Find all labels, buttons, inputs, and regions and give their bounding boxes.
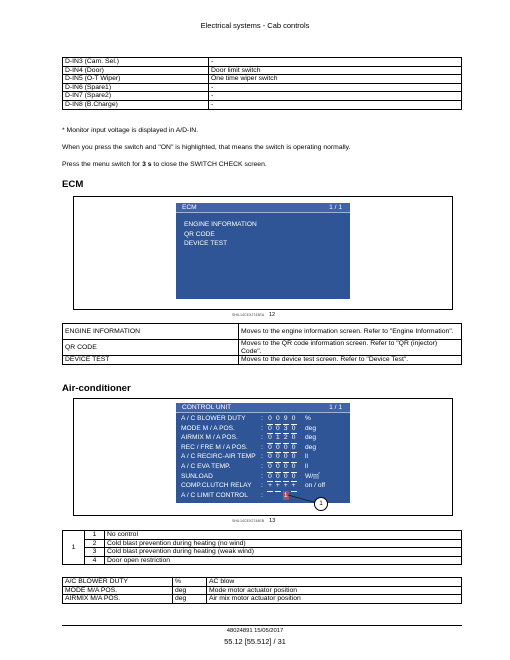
aircon-parameter-label: A / C LIMIT CONTROL <box>181 491 248 499</box>
switch-note: When you press the switch and "ON" is highlighted, that means the switch is operating normally. <box>62 144 351 151</box>
parameter-name-cell: A/C BLOWER DUTY <box>63 578 173 587</box>
aircon-screen-page: 1 / 1 <box>329 404 342 411</box>
aircon-figure-caption <box>232 518 275 524</box>
aircon-screen-titlebar <box>176 403 350 413</box>
ecm-figure-caption <box>232 312 275 318</box>
aircon-parameter-unit: W/㎡ <box>305 472 320 480</box>
press-note <box>62 161 267 168</box>
limit-control-table <box>62 530 462 565</box>
ecm-screen-titlebar <box>176 203 350 213</box>
ecm-screen-page: 1 / 1 <box>329 204 342 211</box>
table-row <box>63 356 462 365</box>
parameter-description-cell: Air mix motor actuator position <box>207 595 462 604</box>
aircon-parameter-separator: : <box>261 443 263 451</box>
value-digit: 0 <box>283 462 289 473</box>
aircon-parameter-unit: deg <box>305 443 317 451</box>
value-digit: 0 <box>275 414 281 425</box>
aircon-parameter-separator: : <box>261 415 263 422</box>
aircon-parameter-separator: : <box>261 453 263 461</box>
table-row <box>63 578 462 587</box>
value-digit: 0 <box>291 433 297 444</box>
aircon-screen <box>176 403 350 503</box>
aircon-parameter-label: COMP.CLUTCH RELAY <box>181 482 252 490</box>
value-digit: 0 <box>283 472 289 483</box>
aircon-parameter-separator: : <box>261 491 263 499</box>
aircon-parameter-row <box>181 433 348 443</box>
value-digit: 0 <box>267 433 273 444</box>
aircon-screen-title: CONTROL UNIT <box>182 404 232 411</box>
aircon-parameter-unit: ll <box>305 462 308 470</box>
digital-input-table <box>62 57 462 110</box>
aircon-parameter-label: SUNLOAD <box>181 472 213 480</box>
ecm-menu-item: QR CODE <box>184 230 215 238</box>
parameter-unit-table <box>62 577 462 604</box>
ecm-item-cell: DEVICE TEST <box>63 356 239 365</box>
table-row <box>63 531 462 540</box>
limit-code-cell: 1 <box>85 531 105 540</box>
limit-description-cell: Cold blast prevention during heating (no wind) <box>105 539 462 548</box>
page-header: Electrical systems - Cab controls <box>200 21 310 30</box>
ecm-item-cell: QR CODE <box>63 340 239 356</box>
aircon-parameter-row <box>181 472 348 482</box>
input-name-cell: D-IN4 (Door) <box>63 66 209 75</box>
press-note-prefix: Press the menu switch for <box>62 161 143 168</box>
table-row <box>63 58 462 67</box>
value-digit: + <box>291 481 297 492</box>
value-digit: 0 <box>267 424 273 435</box>
parameter-unit-cell: deg <box>173 586 207 595</box>
aircon-parameter-separator: : <box>261 472 263 480</box>
input-function-cell: - <box>209 83 462 92</box>
ecm-menu <box>184 220 257 249</box>
value-digit: 0 <box>275 424 281 435</box>
aircon-parameter-unit: ll <box>305 453 308 461</box>
aircon-heading: Air-conditioner <box>62 383 131 394</box>
table-row <box>63 340 462 356</box>
input-name-cell: D-IN5 (O-T Wiper) <box>63 75 209 84</box>
value-digit: 0 <box>291 424 297 435</box>
ecm-description-cell: Moves to the QR code information screen. Refer to "QR (injector) Code". <box>239 340 462 356</box>
parameter-unit-cell: % <box>173 578 207 587</box>
value-digit: 0 <box>283 443 289 454</box>
limit-code-cell: 3 <box>85 548 105 557</box>
footer-doc-id: 48024891 15/05/2017 <box>226 628 284 634</box>
input-function-cell: - <box>209 100 462 109</box>
ecm-menu-table <box>62 323 462 365</box>
value-digit: 0 <box>267 452 273 463</box>
aircon-parameter-value <box>267 491 297 501</box>
ecm-caption-num: 12 <box>268 312 276 318</box>
aircon-parameter-row <box>181 481 348 491</box>
parameter-unit-cell: deg <box>173 595 207 604</box>
aircon-parameter-separator: : <box>261 424 263 432</box>
value-digit: 2 <box>283 433 289 444</box>
value-digit: 0 <box>291 462 297 473</box>
aircon-parameter-label: REC / FRE M / A POS. <box>181 443 248 451</box>
value-digit: 1 <box>275 433 281 444</box>
parameter-description-cell: AC blow <box>207 578 462 587</box>
input-name-cell: D-IN3 (Cam. Sel.) <box>63 58 209 67</box>
press-note-suffix: to close the SWITCH CHECK screen. <box>151 161 267 168</box>
parameter-description-cell: Mode motor actuator position <box>207 586 462 595</box>
table-row <box>63 556 462 565</box>
limit-description-cell: Cold blast prevention during heating (weak wind) <box>105 548 462 557</box>
aircon-parameter-label: A / C RECIRC-AIR TEMP <box>181 453 256 461</box>
aircon-parameter-label: AIRMIX M / A POS. <box>181 434 238 442</box>
ecm-heading: ECM <box>62 179 84 190</box>
ecm-screen-title: ECM <box>182 204 197 211</box>
ecm-menu-item: DEVICE TEST <box>184 240 228 247</box>
value-digit: 0 <box>275 452 281 463</box>
input-name-cell: D-IN6 (Spare1) <box>63 83 209 92</box>
aircon-parameter-label: A / C BLOWER DUTY <box>181 415 246 422</box>
table-row <box>63 92 462 101</box>
footer-page-number: 55.12 [55.512] / 31 <box>224 637 286 646</box>
monitor-note: * Monitor input voltage is displayed in A/D-IN. <box>62 127 199 134</box>
ecm-caption-id: SHIL14CEX2743EA <box>232 313 264 317</box>
press-note-duration: 3 s <box>142 161 152 168</box>
ecm-menu-item: ENGINE INFORMATION <box>184 221 257 228</box>
value-digit: 0 <box>291 443 297 454</box>
value-digit: 0 <box>291 472 297 483</box>
limit-description-cell: No control <box>105 531 462 540</box>
value-digit: 0 <box>267 472 273 483</box>
value-digit: 9 <box>283 414 289 425</box>
input-function-cell: - <box>209 58 462 67</box>
table-row <box>63 539 462 548</box>
footer-rule <box>62 625 462 626</box>
value-digit: 0 <box>267 462 273 473</box>
table-row <box>63 100 462 109</box>
callout-number: 1 <box>319 501 323 507</box>
value-digit: 0 <box>275 443 281 454</box>
table-row <box>63 324 462 340</box>
aircon-parameter-separator: : <box>261 482 263 490</box>
value-digit: + <box>275 481 281 492</box>
callout-marker <box>314 497 328 511</box>
limit-group-cell: 1 <box>63 531 85 565</box>
table-row <box>63 586 462 595</box>
ecm-screen <box>176 203 350 299</box>
aircon-parameter-row <box>181 462 348 472</box>
parameter-name-cell: MODE M/A POS. <box>63 586 173 595</box>
aircon-parameter-unit: deg <box>305 424 317 432</box>
limit-code-cell: 4 <box>85 556 105 565</box>
value-digit: 0 <box>291 414 297 425</box>
aircon-caption-id: SHIL14CEX2744EB <box>232 519 265 523</box>
ecm-description-cell: Moves to the engine information screen. Refer to "Engine Information". <box>239 324 462 340</box>
input-function-cell: - <box>209 92 462 101</box>
ecm-item-cell: ENGINE INFORMATION <box>63 324 239 340</box>
value-digit: + <box>267 481 273 492</box>
limit-code-cell: 2 <box>85 539 105 548</box>
aircon-caption-num: 13 <box>269 518 276 524</box>
input-name-cell: D-IN7 (Spare2) <box>63 92 209 101</box>
ecm-figure <box>73 196 453 310</box>
table-row <box>63 83 462 92</box>
aircon-parameter-separator: : <box>261 434 263 442</box>
aircon-parameter-unit: deg <box>305 434 317 442</box>
limit-description-cell: Door open restriction <box>105 556 462 565</box>
value-digit: 0 <box>267 414 273 425</box>
value-digit: 3 <box>283 424 289 435</box>
aircon-parameter-unit: % <box>305 415 311 422</box>
input-function-cell: Door limit switch <box>209 66 462 75</box>
value-digit: + <box>283 481 289 492</box>
aircon-parameter-separator: : <box>261 462 263 470</box>
input-function-cell: One time wiper switch <box>209 75 462 84</box>
aircon-parameter-unit: on / off <box>305 482 326 490</box>
input-name-cell: D-IN8 (B.Charge) <box>63 100 209 109</box>
value-digit: 0 <box>291 452 297 463</box>
aircon-parameter-row <box>181 414 348 424</box>
ecm-description-cell: Moves to the device test screen. Refer to "Device Test". <box>239 356 462 365</box>
table-row <box>63 75 462 84</box>
table-row <box>63 66 462 75</box>
aircon-parameter-list <box>181 414 348 500</box>
value-digit: 0 <box>283 452 289 463</box>
value-digit: 0 <box>267 443 273 454</box>
table-row <box>63 595 462 604</box>
aircon-parameter-row <box>181 443 348 453</box>
aircon-parameter-label: A / C EVA TEMP. <box>181 462 231 470</box>
table-row <box>63 548 462 557</box>
value-digit: 0 <box>275 472 281 483</box>
aircon-figure <box>73 398 453 516</box>
aircon-parameter-label: MODE M / A POS. <box>181 424 235 432</box>
value-digit: 1 <box>283 491 288 499</box>
value-digit: 0 <box>275 462 281 473</box>
aircon-parameter-row <box>181 424 348 434</box>
aircon-parameter-row <box>181 452 348 462</box>
parameter-name-cell: AIRMIX M/A POS. <box>63 595 173 604</box>
